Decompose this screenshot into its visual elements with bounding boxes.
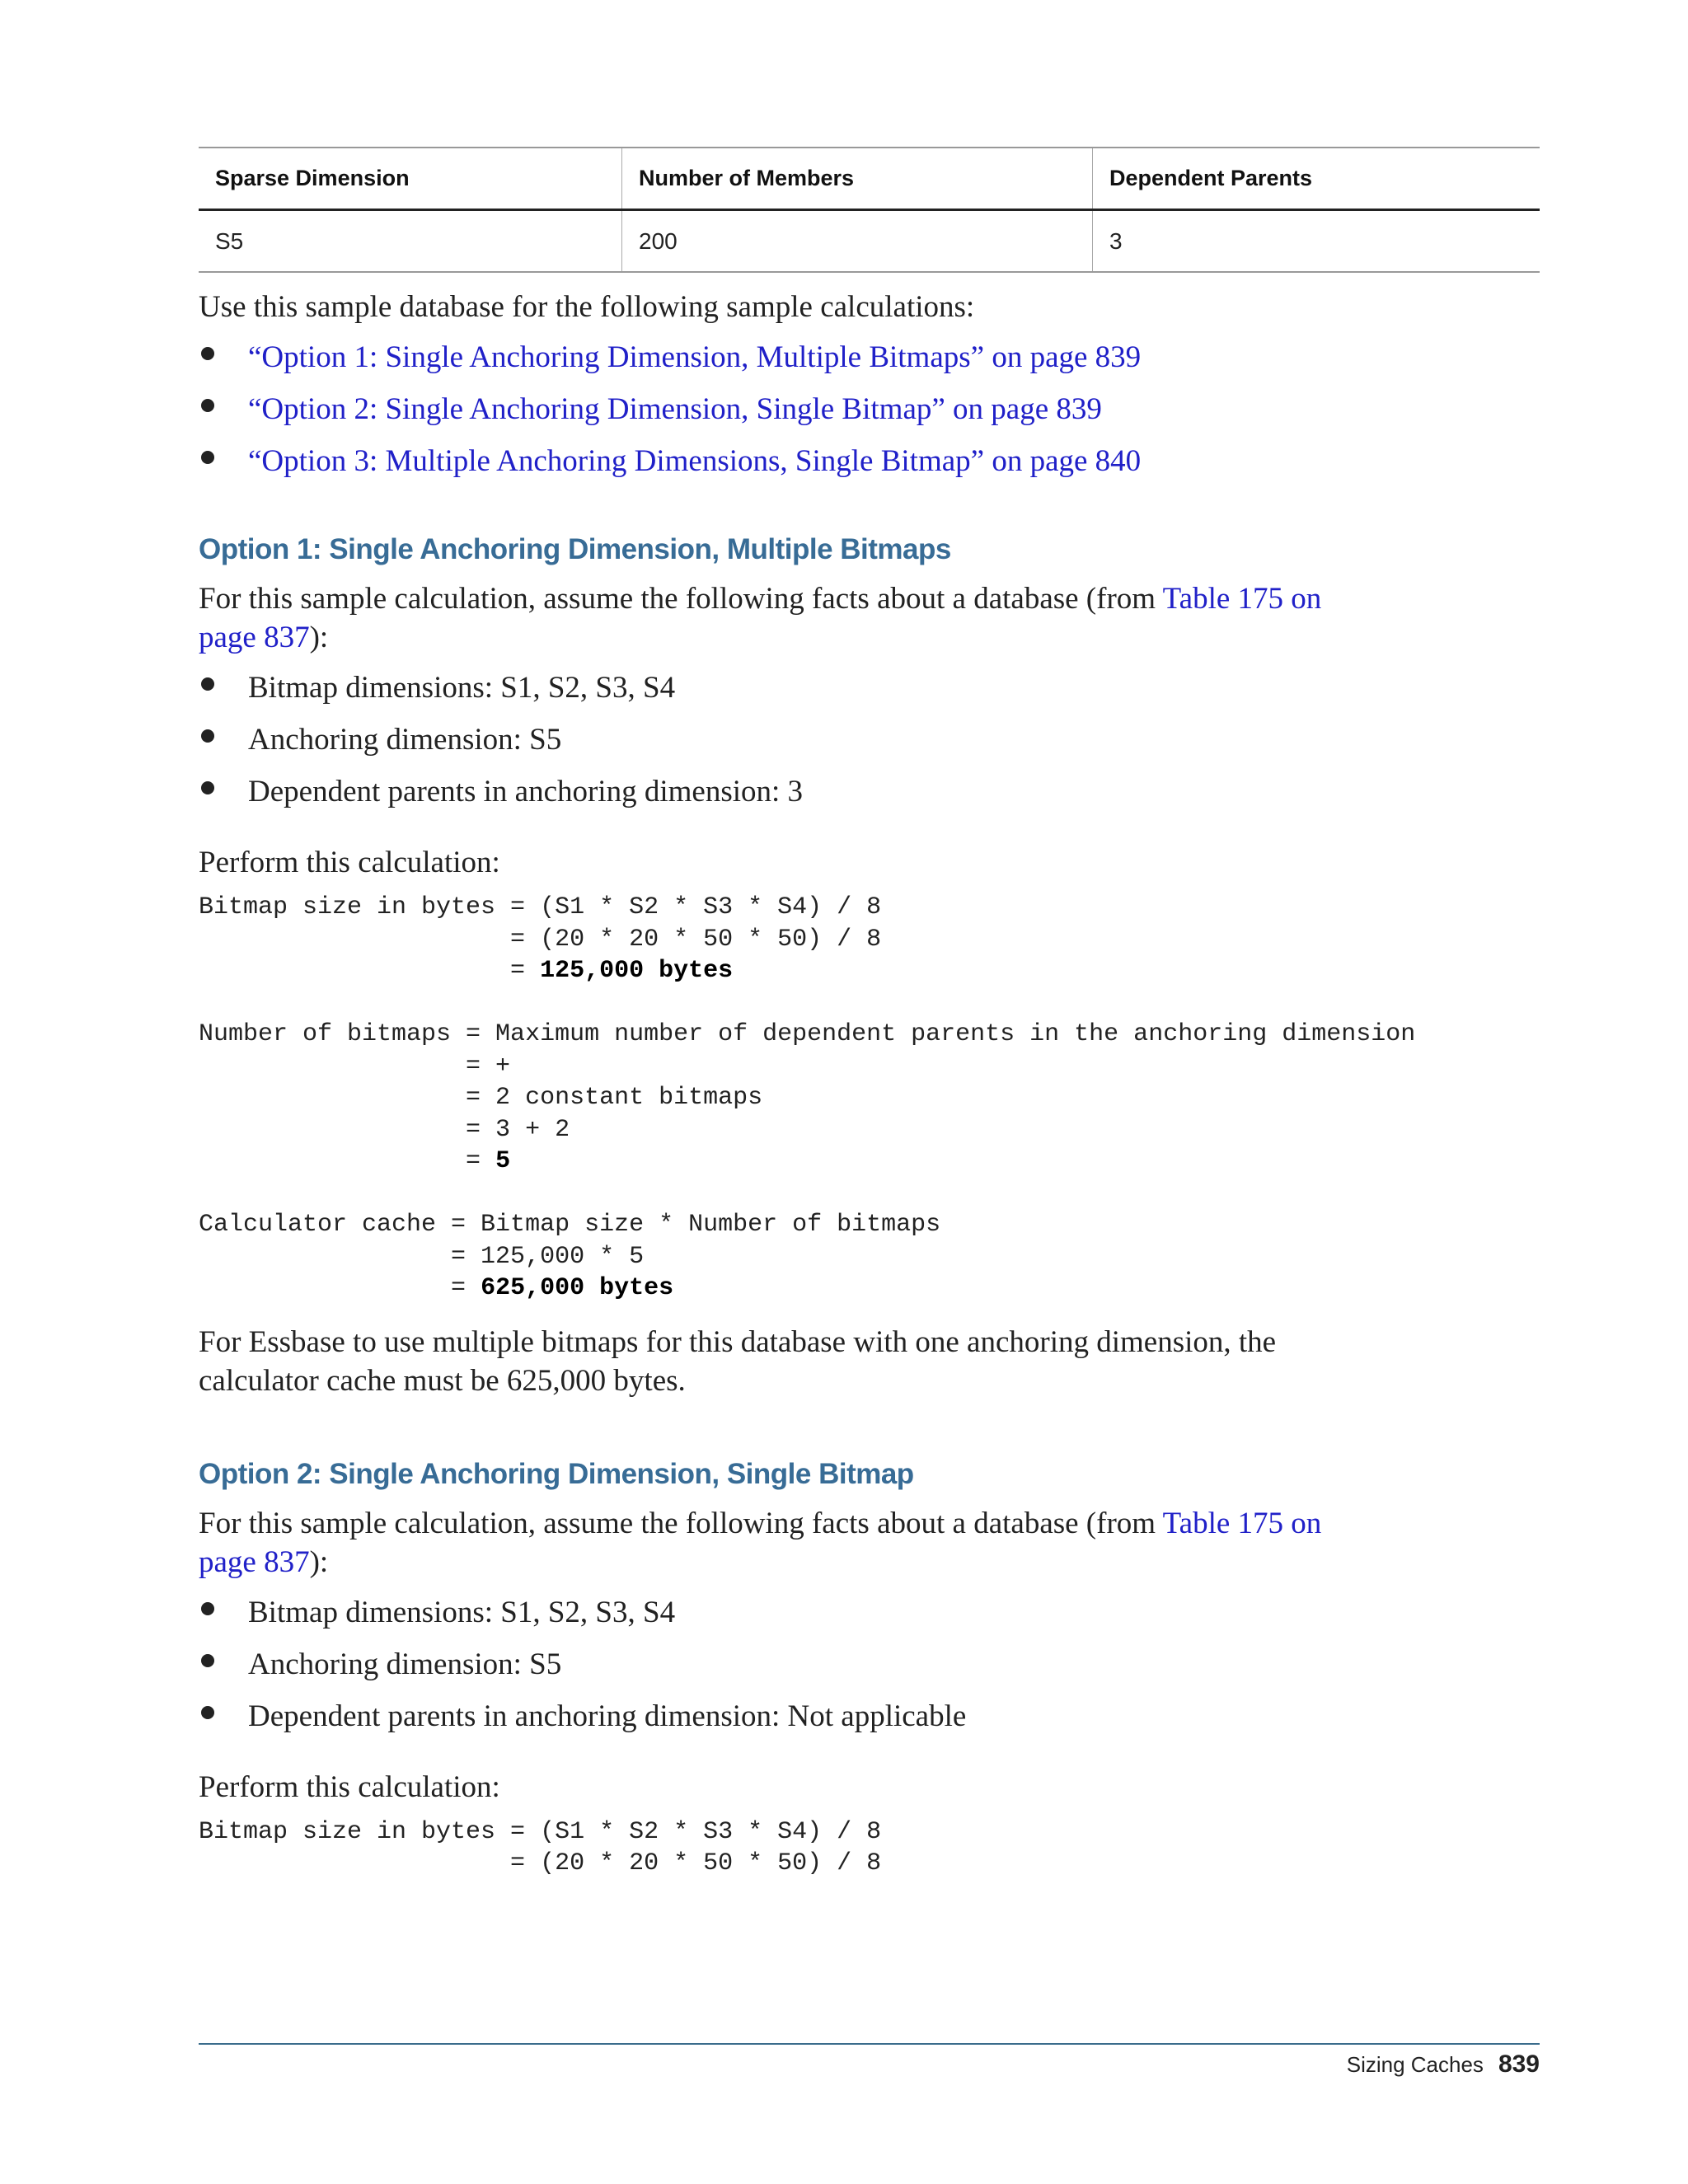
facts-text-end: ): — [309, 1544, 329, 1579]
code-line: Bitmap size in bytes = (S1 * S2 * S3 * S4) / 8 — [199, 893, 882, 921]
footer-title: Sizing Caches — [1346, 2052, 1484, 2077]
page-number: 839 — [1498, 2050, 1540, 2078]
option2-facts-list — [199, 1593, 1540, 1749]
option1-facts-text — [199, 579, 1369, 657]
code-result: 625,000 bytes — [481, 1274, 674, 1302]
list-item — [199, 720, 1540, 772]
code-result: 5 — [495, 1147, 511, 1175]
list-item — [199, 442, 1540, 494]
table-header-row — [199, 148, 1540, 210]
option-link-list — [199, 338, 1540, 494]
option1-heading: Option 1: Single Anchoring Dimension, Multiple Bitmaps — [199, 533, 951, 565]
bullet-icon — [201, 781, 214, 794]
list-item — [199, 338, 1540, 390]
option1-facts-list — [199, 668, 1540, 824]
code-line: Number of bitmaps = Maximum number of dependent parents in the anchoring dimension — [199, 1020, 1416, 1048]
option2-perform-text: Perform this calculation: — [199, 1769, 500, 1804]
footer-divider — [199, 2043, 1540, 2045]
table-cell: 200 — [622, 210, 1093, 273]
option1-code-block — [199, 892, 1540, 1305]
table-reference-link[interactable]: Table 175 on page 837 — [199, 582, 1322, 654]
option1-link[interactable]: “Option 1: Single Anchoring Dimension, Multiple Bitmaps” on page 839 — [248, 340, 1142, 374]
code-line: = (20 * 20 * 50 * 50) / 8 — [199, 1849, 882, 1877]
code-line: = — [199, 1274, 481, 1302]
code-line: = (20 * 20 * 50 * 50) / 8 — [199, 925, 882, 954]
code-line: = — [199, 1147, 496, 1175]
intro-text: Use this sample database for the following sample calculations: — [199, 290, 975, 324]
bullet-icon — [201, 1654, 214, 1667]
code-line: Bitmap size in bytes = (S1 * S2 * S3 * S4) / 8 — [199, 1817, 882, 1846]
list-item — [199, 1697, 1540, 1749]
option2-heading: Option 2: Single Anchoring Dimension, Single Bitmap — [199, 1457, 914, 1490]
list-item — [199, 668, 1540, 720]
option1-conclusion: For Essbase to use multiple bitmaps for this database with one anchoring dimension, the calculator cache must be 625,000 bytes. — [199, 1324, 1277, 1398]
option2-link[interactable]: “Option 2: Single Anchoring Dimension, Single Bitmap” on page 839 — [248, 392, 1102, 426]
list-item-text: Dependent parents in anchoring dimension: Not applicable — [248, 1699, 967, 1733]
list-item — [199, 1645, 1540, 1697]
column-header: Dependent Parents — [1093, 148, 1540, 210]
table-cell: 3 — [1093, 210, 1540, 273]
list-item-text: Anchoring dimension: S5 — [248, 723, 562, 757]
list-item-text: Bitmap dimensions: S1, S2, S3, S4 — [248, 1595, 676, 1629]
list-item-text: Dependent parents in anchoring dimension: 3 — [248, 775, 804, 808]
table-reference-link[interactable]: Table 175 on page 837 — [199, 1506, 1322, 1579]
code-line: Calculator cache = Bitmap size * Number of bitmaps — [199, 1211, 941, 1239]
bullet-icon — [201, 677, 214, 691]
code-line: = + — [199, 1052, 511, 1080]
column-header: Sparse Dimension — [199, 148, 622, 210]
option1-perform-text: Perform this calculation: — [199, 846, 500, 879]
column-header: Number of Members — [622, 148, 1093, 210]
option2-code-block — [199, 1816, 1540, 1880]
option2-facts-text — [199, 1504, 1369, 1582]
code-result: 125,000 bytes — [540, 957, 734, 985]
facts-text: For this sample calculation, assume the following facts about a database (from — [199, 582, 1163, 616]
list-item — [199, 390, 1540, 442]
code-line: = 125,000 * 5 — [199, 1242, 645, 1271]
page-content — [199, 147, 1540, 1880]
bullet-icon — [201, 729, 214, 743]
bullet-icon — [201, 451, 214, 464]
bullet-icon — [201, 1602, 214, 1615]
code-line: = 3 + 2 — [199, 1115, 570, 1144]
table-cell: S5 — [199, 210, 622, 273]
bullet-icon — [201, 1706, 214, 1719]
option3-link[interactable]: “Option 3: Multiple Anchoring Dimensions, Single Bitmap” on page 840 — [248, 444, 1142, 478]
bullet-icon — [201, 399, 214, 412]
code-line: = 2 constant bitmaps — [199, 1084, 763, 1112]
list-item-text: Anchoring dimension: S5 — [248, 1647, 562, 1681]
facts-text: For this sample calculation, assume the following facts about a database (from — [199, 1506, 1163, 1540]
facts-text-end: ): — [309, 621, 329, 654]
table-row — [199, 210, 1540, 273]
list-item — [199, 772, 1540, 824]
list-item-text: Bitmap dimensions: S1, S2, S3, S4 — [248, 671, 676, 705]
code-line: = — [199, 957, 541, 985]
list-item — [199, 1593, 1540, 1645]
page-footer — [1347, 2050, 1540, 2079]
bullet-icon — [201, 347, 214, 360]
members-table — [199, 147, 1540, 273]
